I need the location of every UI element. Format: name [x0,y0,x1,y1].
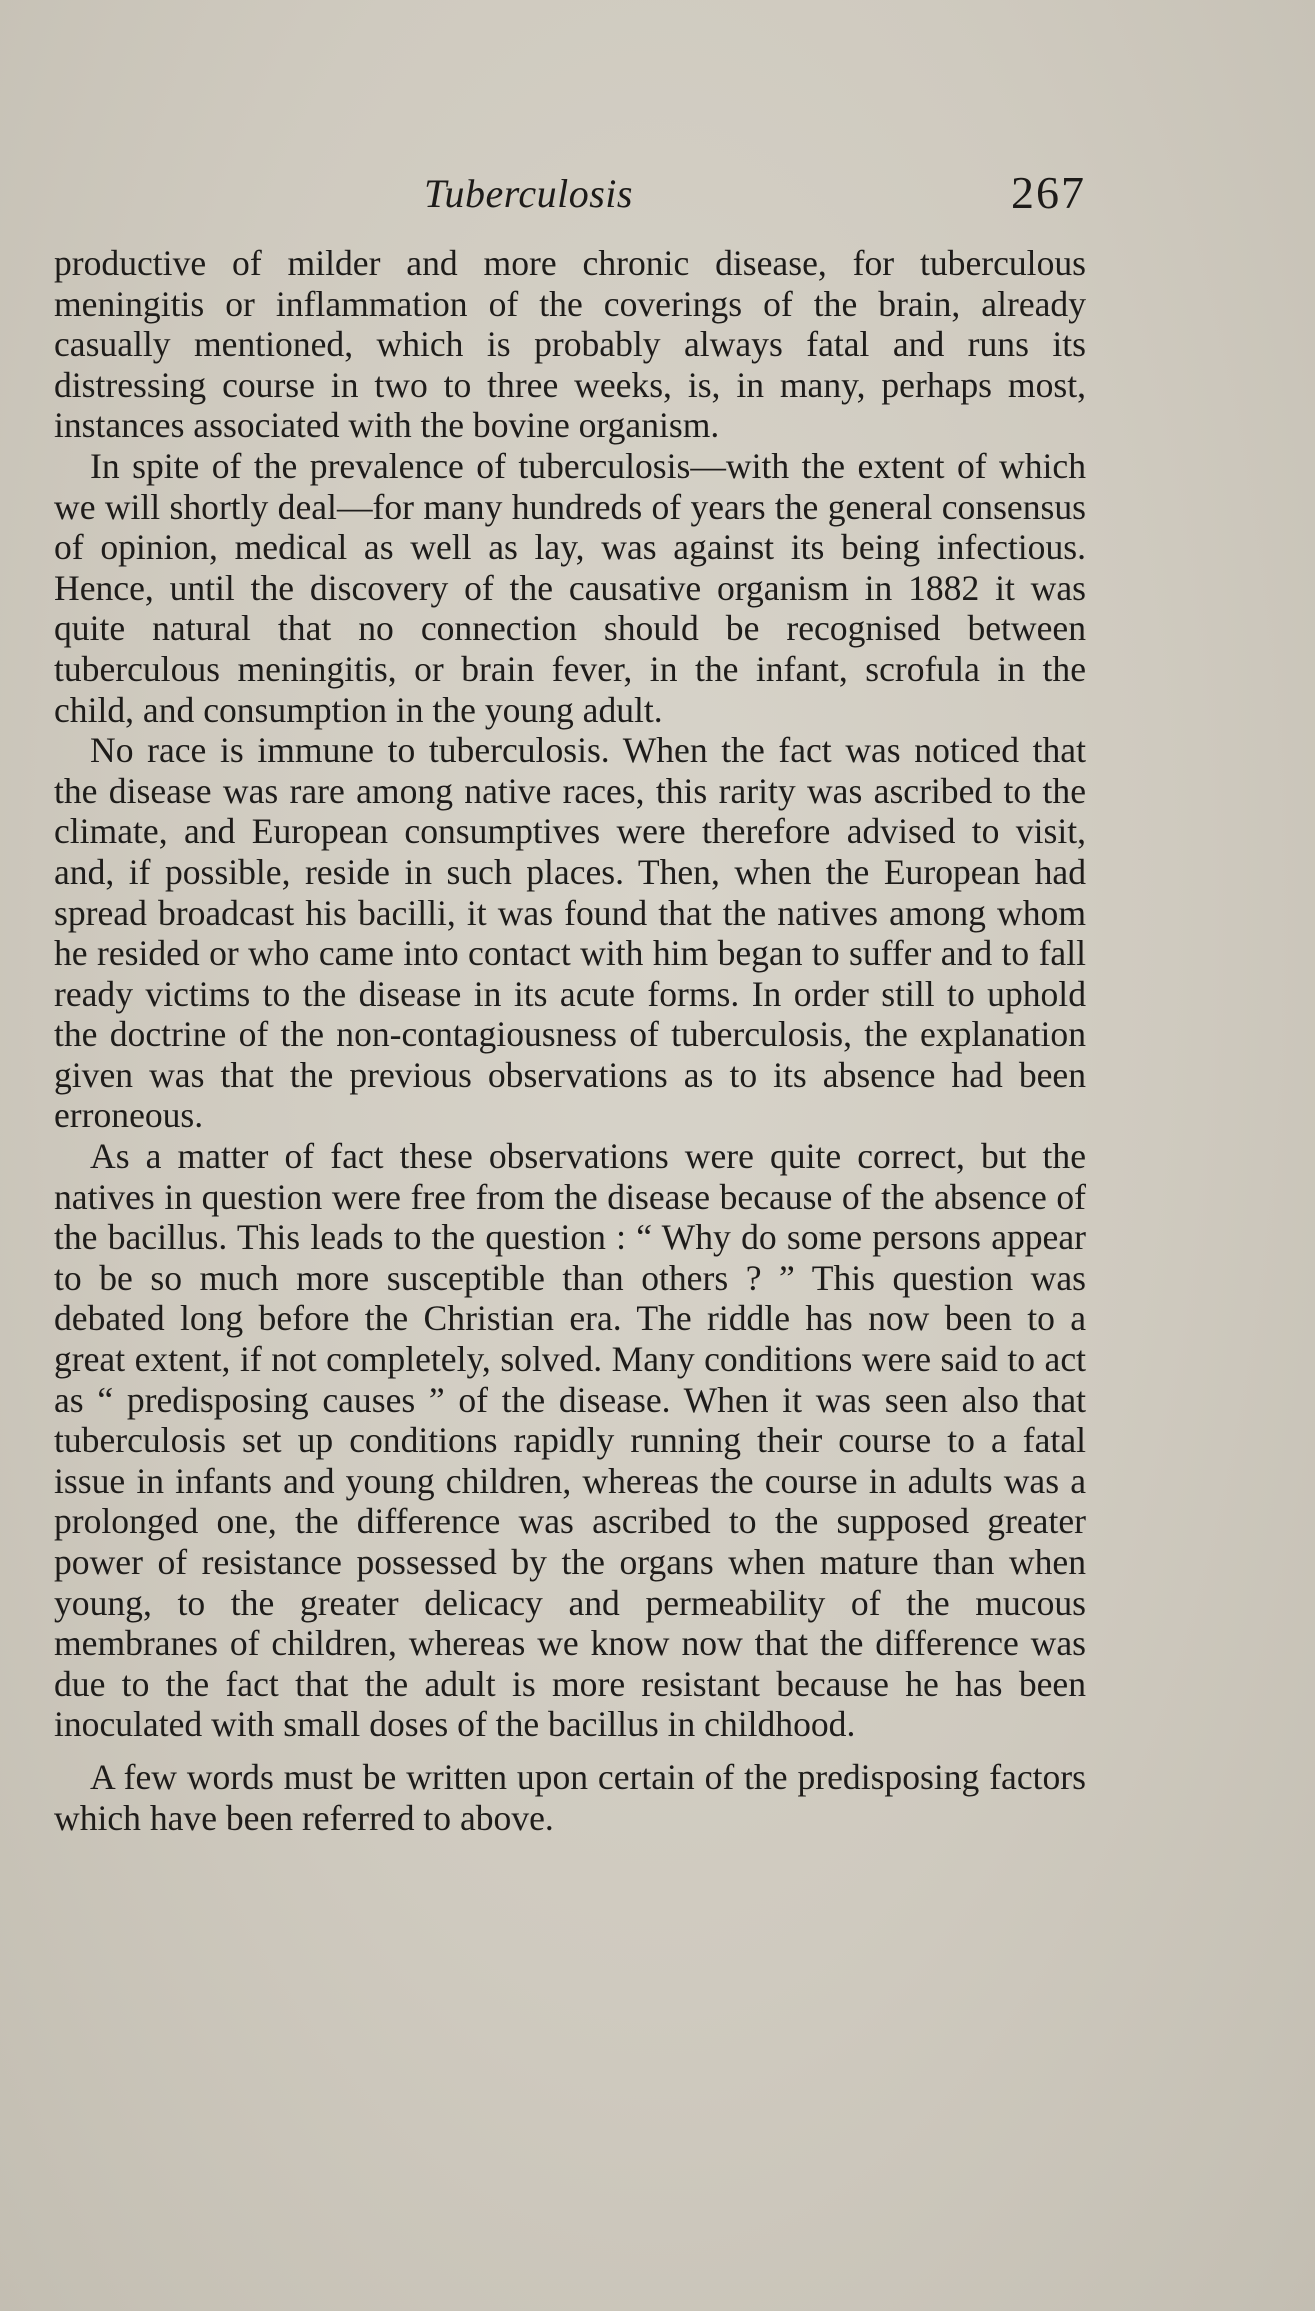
paragraph-2: In spite of the prevalence of tuberculosis—with the extent of which we will shortly deal—for many hundreds of years the general consensus of opinion, medical as well as lay, was against its being infectious. Hence, until the discovery of the causative organism in 1882 it was quite natural that no connection should be recognised between tuberculous meningitis, or brain fever, in the infant, scrofula in the child, and consumption in the young adult. [54,445,1086,730]
paragraph-1: productive of milder and more chronic disease, for tuberculous meningitis or inflammation of the coverings of the brain, already casually mentioned, which is probably always fatal and runs its distressing course in two to three weeks, is, in many, perhaps most, instances associated with the bovine organism. [54,243,1086,446]
running-head: Tuberculosis [424,171,633,216]
paragraph-5: A few words must be written upon certain of the predisposing factors which have been referred to above. [54,1756,1086,1838]
body-text [54,243,1086,1838]
page-header [54,162,1086,228]
paragraph-4: As a matter of fact these observations were quite correct, but the natives in question were free from the disease because of the absence of the bacillus. This leads to the question : “ Why do some persons appear to be so much more susceptible than others ? ” This question was debated long before the Christian era. The riddle has now been to a great extent, if not completely, solved. Many conditions were said to act as “ predisposing causes ” of the disease. When it was seen also that tuberculosis set up conditions rapidly running their course to a fatal issue in infants and young children, whereas the course in adults was a prolonged one, the difference was ascribed to the supposed greater power of resistance possessed by the organs when mature than when young, to the greater delicacy and permeability of the mucous membranes of children, whereas we know now that the difference was due to the fact that the adult is more resistant because he has been inoculated with small doses of the bacillus in childhood. [54,1136,1086,1745]
paragraph-3: No race is immune to tuberculosis. When the fact was noticed that the disease was rare among native races, this rarity was ascribed to the climate, and European consumptives were therefore advised to visit, and, if possible, reside in such places. Then, when the European had spread broadcast his bacilli, it was found that the natives among whom he resided or who came into contact with him began to suffer and to fall ready victims to the disease in its acute forms. In order still to uphold the doctrine of the non-contagiousness of tuberculosis, the explanation given was that the previous observations as to its absence had been erroneous. [54,730,1086,1136]
page-number: 267 [1011,167,1086,218]
